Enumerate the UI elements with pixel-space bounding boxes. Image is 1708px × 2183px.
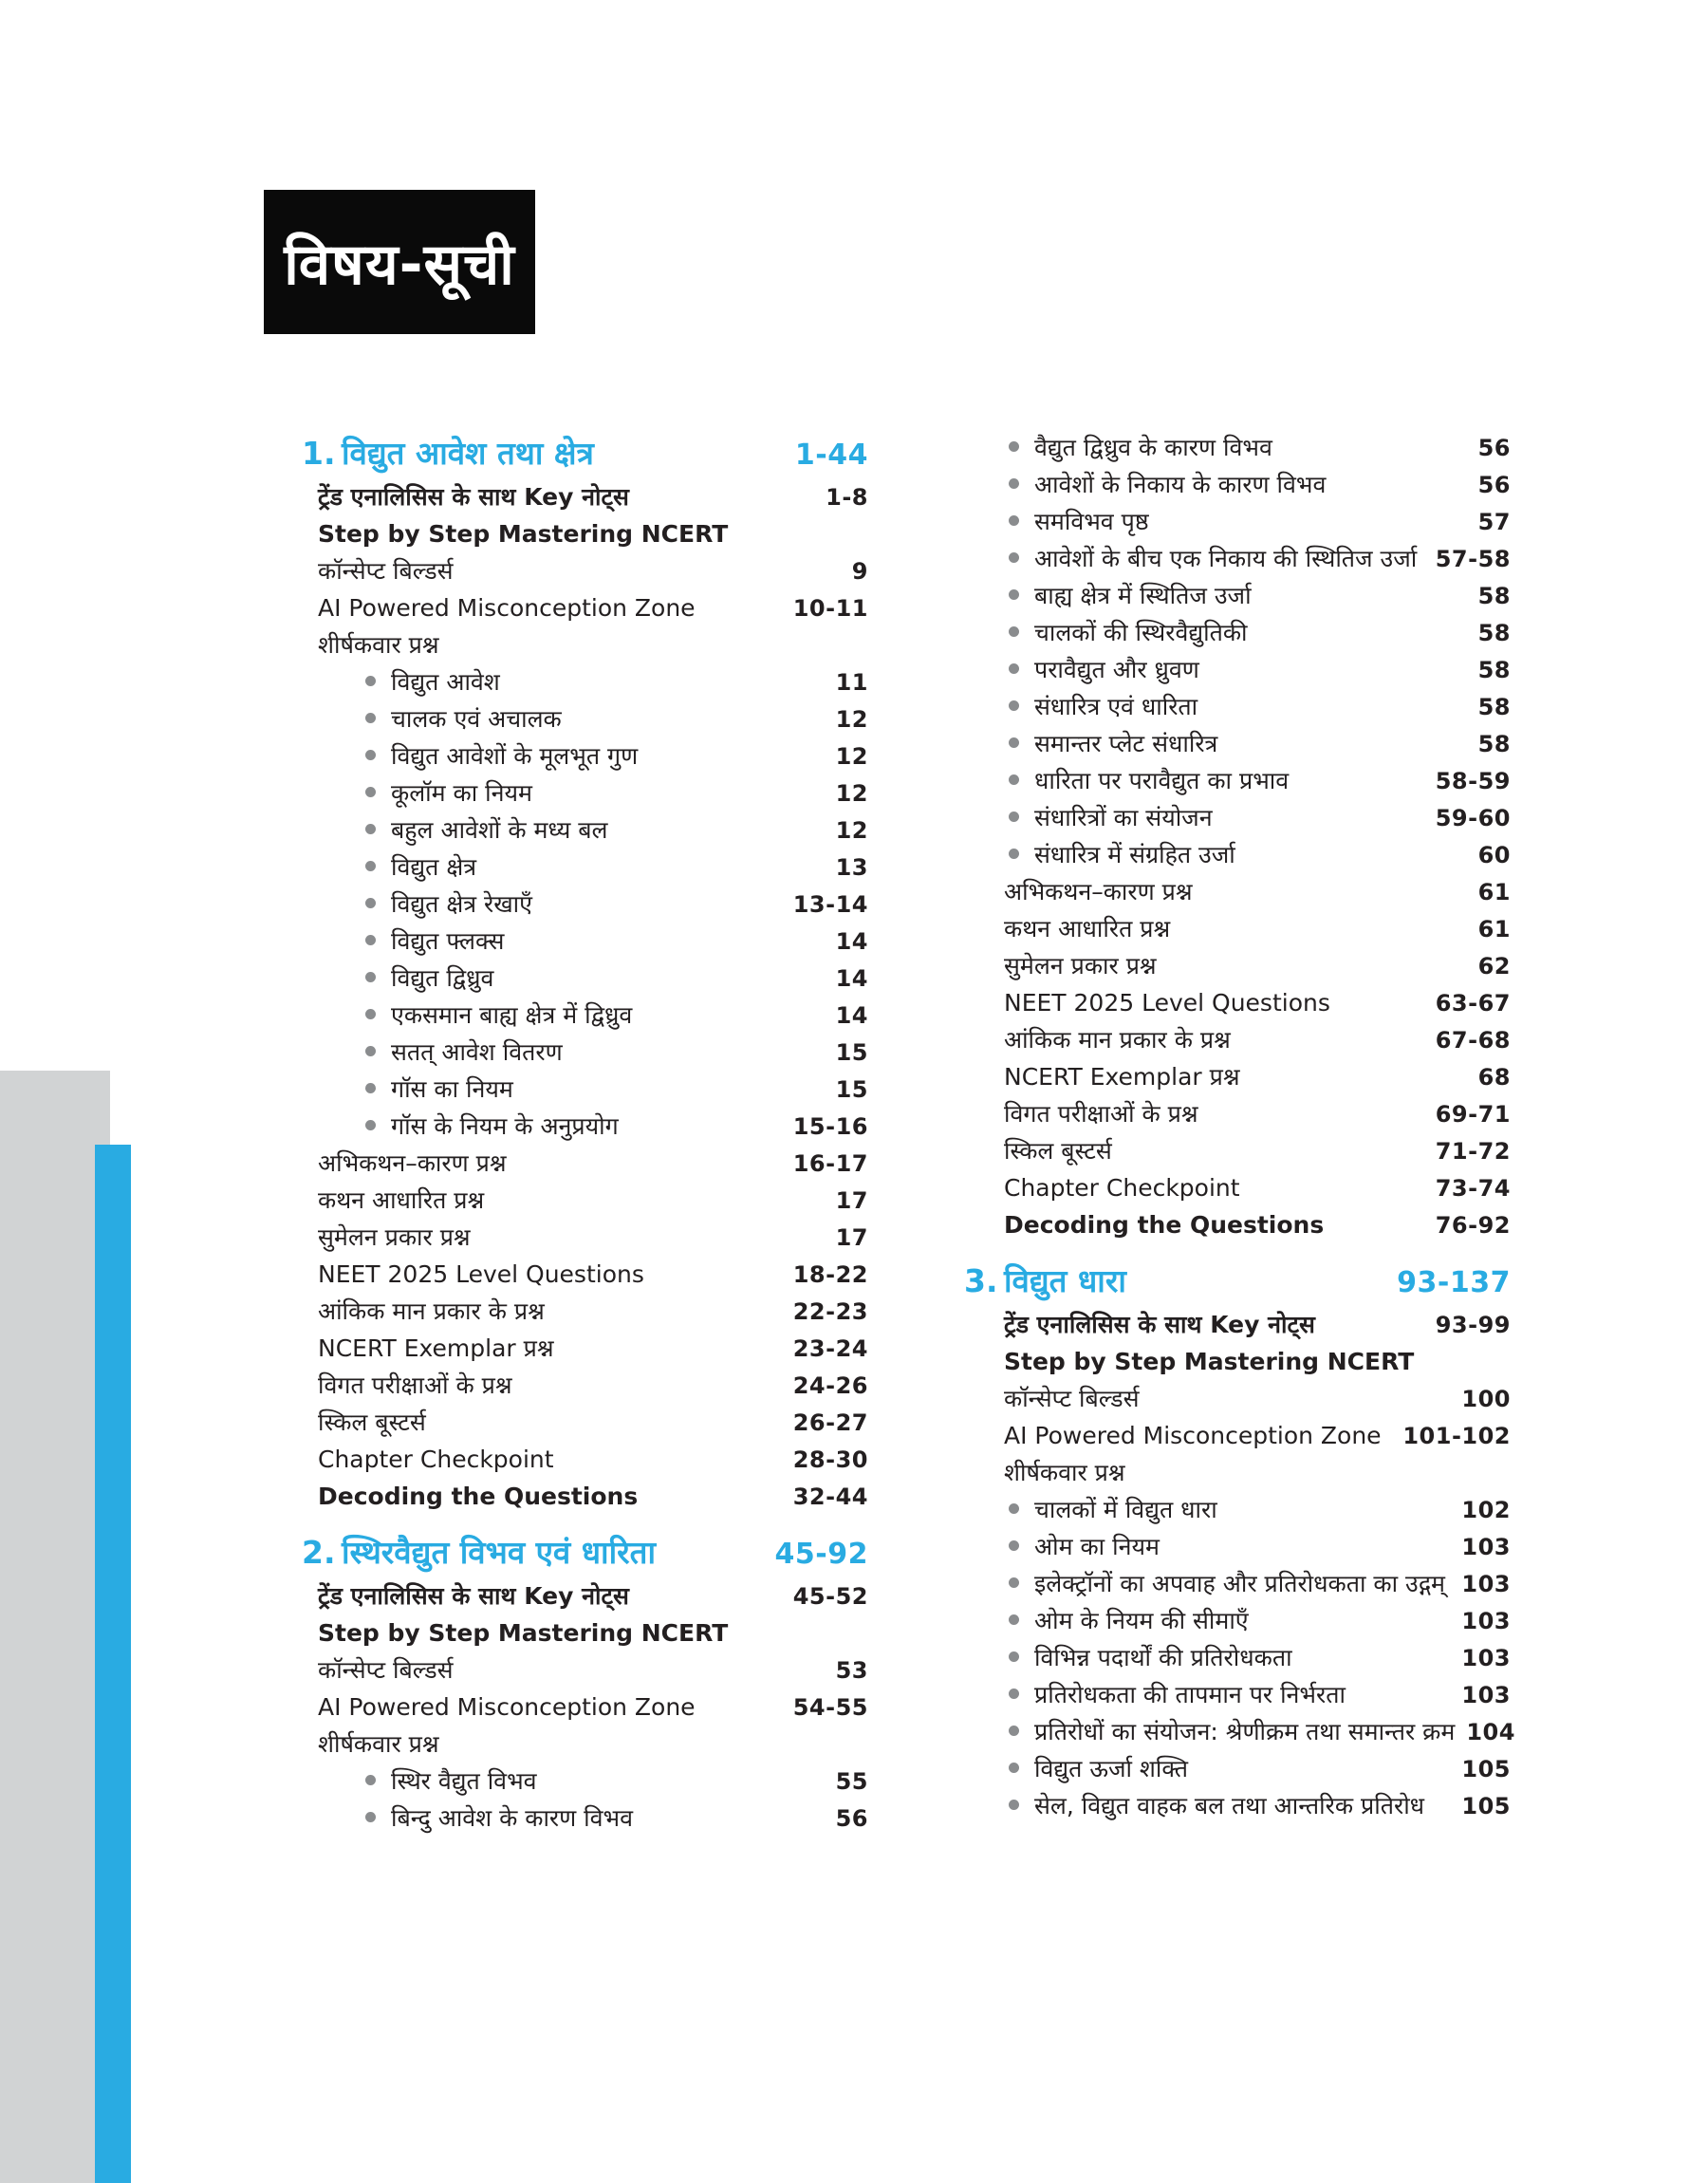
chapter-number: 2. [302, 1534, 336, 1571]
toc-bullet-entry [302, 1034, 868, 1071]
page-range: 1-44 [794, 438, 868, 472]
entry-label: कॉन्सेप्ट बिल्डर्स [318, 1656, 454, 1684]
toc-entry [302, 1293, 868, 1330]
toc-bullet-entry [302, 737, 868, 774]
page-range: 73-74 [1435, 1175, 1511, 1202]
chapter-number: 1. [302, 435, 336, 472]
page-range: 45-92 [774, 1538, 868, 1571]
entry-label: चालक एवं अचालक [365, 700, 562, 737]
page-range: 22-23 [792, 1298, 868, 1325]
entry-label: आंकिक मान प्रकार के प्रश्न [318, 1297, 545, 1325]
page-range: 93-137 [1397, 1266, 1511, 1299]
page-range: 68 [1477, 1064, 1511, 1091]
toc-entry [302, 1367, 868, 1404]
toc-entry [964, 1021, 1511, 1058]
page-range: 67-68 [1435, 1027, 1511, 1054]
entry-label: सेल, विद्युत वाहक बल तथा आन्तरिक प्रतिरोध [1009, 1787, 1424, 1824]
toc-entry [302, 478, 868, 515]
entry-label: विद्युत क्षेत्र रेखाएँ [365, 886, 532, 923]
page-range: 103 [1461, 1534, 1511, 1560]
entry-label: AI Powered Misconception Zone [1004, 1422, 1382, 1449]
page-range: 58 [1477, 657, 1511, 683]
entry-label: गॉस का नियम [365, 1071, 513, 1108]
page-range: 105 [1461, 1793, 1511, 1819]
toc-entry [964, 1169, 1511, 1206]
page-range: 76-92 [1435, 1212, 1511, 1239]
page-range: 60 [1477, 842, 1511, 868]
page-range: 12 [835, 706, 868, 733]
chapter-title: विद्युत आवेश तथा क्षेत्र [342, 435, 594, 472]
chapter-title: स्थिरवैद्युत विभव एवं धारिता [342, 1534, 657, 1571]
page-range: 61 [1477, 916, 1511, 942]
toc-entry [302, 1145, 868, 1182]
toc-bullet-entry [964, 762, 1511, 799]
page-range: 56 [1477, 472, 1511, 498]
entry-label: शीर्षकवार प्रश्न [318, 1730, 439, 1758]
entry-label: Decoding the Questions [1004, 1211, 1325, 1239]
toc-entry [964, 910, 1511, 947]
page-range: 15-16 [792, 1113, 868, 1140]
page-range: 54-55 [792, 1694, 868, 1721]
entry-label: अभिकथन–कारण प्रश्न [1004, 878, 1193, 905]
toc-entry [302, 1256, 868, 1293]
entry-label: आंकिक मान प्रकार के प्रश्न [1004, 1026, 1231, 1054]
page-range: 58 [1477, 731, 1511, 757]
toc-bullet-entry [302, 997, 868, 1034]
page-range: 56 [1477, 435, 1511, 461]
toc-bullet-entry [302, 812, 868, 849]
entry-label: ओम का नियम [1009, 1528, 1160, 1565]
page-title-banner [264, 190, 535, 334]
page-range: 14 [835, 1002, 868, 1029]
entry-label: वैद्युत द्विध्रुव के कारण विभव [1009, 429, 1272, 466]
chapter-title: विद्युत धारा [1004, 1262, 1126, 1299]
entry-label: विभिन्न पदार्थों की प्रतिरोधकता [1009, 1639, 1292, 1676]
page-range: 15 [835, 1076, 868, 1103]
page-range: 17 [835, 1187, 868, 1214]
entry-label: स्किल बूस्टर्स [1004, 1137, 1112, 1165]
toc-bullet-entry [964, 725, 1511, 762]
entry-label: कथन आधारित प्रश्न [1004, 915, 1171, 942]
page-range: 53 [835, 1657, 868, 1684]
toc-column-left [302, 429, 868, 1837]
entry-label: Chapter Checkpoint [1004, 1174, 1240, 1202]
page-range: 16-17 [792, 1150, 868, 1177]
page-range: 102 [1461, 1497, 1511, 1523]
entry-label: NCERT Exemplar प्रश्न [318, 1334, 554, 1362]
toc-bullet-entry [964, 1565, 1511, 1602]
entry-label: सुमेलन प्रकार प्रश्न [318, 1223, 471, 1251]
page-range: 1-8 [826, 484, 868, 511]
page-range: 14 [835, 965, 868, 992]
page-range: 17 [835, 1224, 868, 1251]
toc-entry [302, 1182, 868, 1219]
chapter-heading [302, 1528, 868, 1577]
toc-bullet-entry [964, 799, 1511, 836]
page-range: 58-59 [1435, 768, 1511, 794]
entry-label: विद्युत आवेशों के मूलभूत गुण [365, 737, 638, 774]
chapter-number: 3. [964, 1262, 998, 1299]
entry-label: बाह्य क्षेत्र में स्थितिज उर्जा [1009, 577, 1252, 614]
entry-label: शीर्षकवार प्रश्न [318, 631, 439, 659]
chapter-heading [302, 429, 868, 478]
toc-bullet-entry [302, 886, 868, 923]
entry-label: Step by Step Mastering NCERT [1004, 1348, 1415, 1375]
page-range: 103 [1461, 1682, 1511, 1708]
entry-label: विद्युत क्षेत्र [365, 849, 476, 886]
page-range: 57 [1477, 509, 1511, 535]
page-range: 103 [1461, 1645, 1511, 1671]
page-range: 12 [835, 780, 868, 807]
toc-bullet-entry [302, 923, 868, 960]
entry-label: प्रतिरोधकता की तापमान पर निर्भरता [1009, 1676, 1346, 1713]
entry-label: कॉन्सेप्ट बिल्डर्स [318, 557, 454, 585]
entry-label: गॉस के नियम के अनुप्रयोग [365, 1108, 619, 1145]
page-range: 55 [835, 1768, 868, 1795]
toc-entry [302, 1651, 868, 1689]
page-range: 71-72 [1435, 1138, 1511, 1165]
toc-bullet-entry [964, 1713, 1515, 1750]
toc-entry [964, 1343, 1511, 1380]
page-range: 32-44 [792, 1483, 868, 1510]
entry-label: संधारित्रों का संयोजन [1009, 799, 1213, 836]
toc-column-right [964, 429, 1515, 1824]
page-range: 105 [1461, 1756, 1511, 1782]
page-range: 58 [1477, 620, 1511, 646]
page-title: विषय-सूची [284, 232, 515, 298]
page-range: 100 [1461, 1386, 1511, 1412]
page-range: 15 [835, 1039, 868, 1066]
entry-label: Chapter Checkpoint [318, 1446, 554, 1473]
page-range: 69-71 [1435, 1101, 1511, 1128]
toc-bullet-entry [302, 1763, 868, 1800]
page-range: 103 [1461, 1608, 1511, 1634]
toc-bullet-entry [302, 1108, 868, 1145]
entry-label: कूलॉम का नियम [365, 774, 532, 812]
entry-label: NEET 2025 Level Questions [1004, 989, 1330, 1017]
entry-label: विद्युत द्विध्रुव [365, 960, 493, 997]
page-range: 104 [1466, 1719, 1515, 1745]
page-range: 13-14 [792, 891, 868, 918]
page-range: 12 [835, 817, 868, 844]
toc-bullet-entry [964, 429, 1511, 466]
entry-label: एकसमान बाह्य क्षेत्र में द्विध्रुव [365, 997, 632, 1034]
toc-bullet-entry [964, 688, 1511, 725]
toc-bullet-entry [964, 614, 1511, 651]
toc-bullet-entry [302, 849, 868, 886]
page-range: 103 [1461, 1571, 1511, 1597]
entry-label: AI Powered Misconception Zone [318, 1693, 696, 1721]
toc-entry [302, 1614, 868, 1651]
entry-label: चालकों की स्थिरवैद्युतिकी [1009, 614, 1248, 651]
toc-bullet-entry [302, 663, 868, 700]
page-range: 28-30 [792, 1446, 868, 1473]
entry-label: चालकों में विद्युत धारा [1009, 1491, 1217, 1528]
page-range: 93-99 [1435, 1312, 1511, 1338]
page-range: 26-27 [792, 1409, 868, 1436]
entry-label: विद्युत ऊर्जा शक्ति [1009, 1750, 1188, 1787]
page-range: 58 [1477, 694, 1511, 720]
entry-label: प्रतिरोधों का संयोजन: श्रेणीक्रम तथा समान्तर क्रम [1009, 1713, 1455, 1750]
page-range: 14 [835, 928, 868, 955]
toc-bullet-entry [302, 774, 868, 812]
page-range: 13 [835, 854, 868, 881]
toc-bullet-entry [964, 1528, 1511, 1565]
toc-entry [302, 1726, 868, 1763]
page-range: 23-24 [792, 1335, 868, 1362]
page-range: 61 [1477, 879, 1511, 905]
gray-margin-bar [0, 1071, 110, 2183]
page-range: 18-22 [792, 1261, 868, 1288]
entry-label: ट्रेंड एनालिसिस के साथ Key नोट्स [318, 483, 629, 511]
entry-label: विद्युत फ्लक्स [365, 923, 504, 960]
entry-label: आवेशों के बीच एक निकाय की स्थितिज उर्जा [1009, 540, 1417, 577]
page-range: 57-58 [1435, 546, 1511, 572]
entry-label: समविभव पृष्ठ [1009, 503, 1149, 540]
entry-label: कथन आधारित प्रश्न [318, 1186, 485, 1214]
toc-bullet-entry [302, 960, 868, 997]
toc-entry [302, 1478, 868, 1515]
toc-entry [302, 1441, 868, 1478]
page-range: 12 [835, 743, 868, 770]
entry-label: ट्रेंड एनालिसिस के साथ Key नोट्स [318, 1582, 629, 1610]
toc-entry [302, 1330, 868, 1367]
toc-bullet-entry [964, 1750, 1511, 1787]
toc-bullet-entry [964, 1676, 1511, 1713]
page-range: 11 [835, 669, 868, 696]
entry-label: NEET 2025 Level Questions [318, 1260, 644, 1288]
page-range: 24-26 [792, 1372, 868, 1399]
entry-label: NCERT Exemplar प्रश्न [1004, 1063, 1240, 1091]
entry-label: Decoding the Questions [318, 1483, 639, 1510]
page-range: 10-11 [792, 595, 868, 622]
entry-label: आवेशों के निकाय के कारण विभव [1009, 466, 1326, 503]
toc-bullet-entry [964, 1491, 1511, 1528]
entry-label: परावैद्युत और ध्रुवण [1009, 651, 1199, 688]
entry-label: अभिकथन–कारण प्रश्न [318, 1149, 507, 1177]
toc-entry [302, 552, 868, 589]
entry-label: ओम के नियम की सीमाएँ [1009, 1602, 1249, 1639]
entry-label: शीर्षकवार प्रश्न [1004, 1459, 1125, 1486]
toc-entry [964, 1058, 1511, 1095]
page-range: 56 [835, 1805, 868, 1832]
entry-label: बहुल आवेशों के मध्य बल [365, 812, 608, 849]
entry-label: सतत् आवेश वितरण [365, 1034, 563, 1071]
toc-entry [964, 1132, 1511, 1169]
toc-entry [302, 1689, 868, 1726]
toc-bullet-entry [964, 1602, 1511, 1639]
toc-entry [964, 1454, 1511, 1491]
toc-entry [964, 984, 1511, 1021]
entry-label: Step by Step Mastering NCERT [318, 520, 729, 548]
toc-entry [964, 1206, 1511, 1243]
toc-entry [964, 873, 1511, 910]
page-range: 58 [1477, 583, 1511, 609]
toc-entry [302, 515, 868, 552]
toc-bullet-entry [964, 540, 1511, 577]
toc-bullet-entry [964, 577, 1511, 614]
entry-label: स्किल बूस्टर्स [318, 1409, 426, 1436]
entry-label: धारिता पर परावैद्युत का प्रभाव [1009, 762, 1289, 799]
entry-label: कॉन्सेप्ट बिल्डर्स [1004, 1385, 1140, 1412]
page-range: 63-67 [1435, 990, 1511, 1017]
toc-bullet-entry [964, 651, 1511, 688]
toc-bullet-entry [964, 1787, 1511, 1824]
entry-label: बिन्दु आवेश के कारण विभव [365, 1800, 633, 1837]
entry-label: संधारित्र में संग्रहित उर्जा [1009, 836, 1235, 873]
entry-label: संधारित्र एवं धारिता [1009, 688, 1197, 725]
page-range: 59-60 [1435, 805, 1511, 831]
toc-bullet-entry [964, 1639, 1511, 1676]
entry-label: ट्रेंड एनालिसिस के साथ Key नोट्स [1004, 1311, 1315, 1338]
toc-bullet-entry [964, 503, 1511, 540]
entry-label: समान्तर प्लेट संधारित्र [1009, 725, 1217, 762]
entry-label: स्थिर वैद्युत विभव [365, 1763, 537, 1800]
entry-label: इलेक्ट्रॉनों का अपवाह और प्रतिरोधकता का उद्गम् [1009, 1565, 1445, 1602]
page-range: 45-52 [792, 1583, 868, 1610]
chapter-heading [964, 1257, 1511, 1306]
entry-label: AI Powered Misconception Zone [318, 594, 696, 622]
page-range: 101-102 [1402, 1423, 1511, 1449]
toc-entry [964, 947, 1511, 984]
page-range: 9 [851, 558, 868, 585]
toc-entry [964, 1417, 1511, 1454]
blue-margin-bar [95, 1145, 131, 2183]
toc-entry [302, 1219, 868, 1256]
toc-entry [302, 626, 868, 663]
toc-entry [302, 1577, 868, 1614]
toc-bullet-entry [964, 466, 1511, 503]
entry-label: विगत परीक्षाओं के प्रश्न [1004, 1100, 1198, 1128]
entry-label: सुमेलन प्रकार प्रश्न [1004, 952, 1157, 980]
toc-bullet-entry [302, 1800, 868, 1837]
entry-label: विगत परीक्षाओं के प्रश्न [318, 1371, 512, 1399]
toc-entry [964, 1380, 1511, 1417]
toc-entry [964, 1095, 1511, 1132]
page-range: 62 [1477, 953, 1511, 980]
toc-entry [302, 589, 868, 626]
toc-entry [964, 1306, 1511, 1343]
entry-label: विद्युत आवेश [365, 663, 500, 700]
toc-bullet-entry [302, 1071, 868, 1108]
toc-bullet-entry [964, 836, 1511, 873]
toc-bullet-entry [302, 700, 868, 737]
entry-label: Step by Step Mastering NCERT [318, 1619, 729, 1647]
toc-entry [302, 1404, 868, 1441]
